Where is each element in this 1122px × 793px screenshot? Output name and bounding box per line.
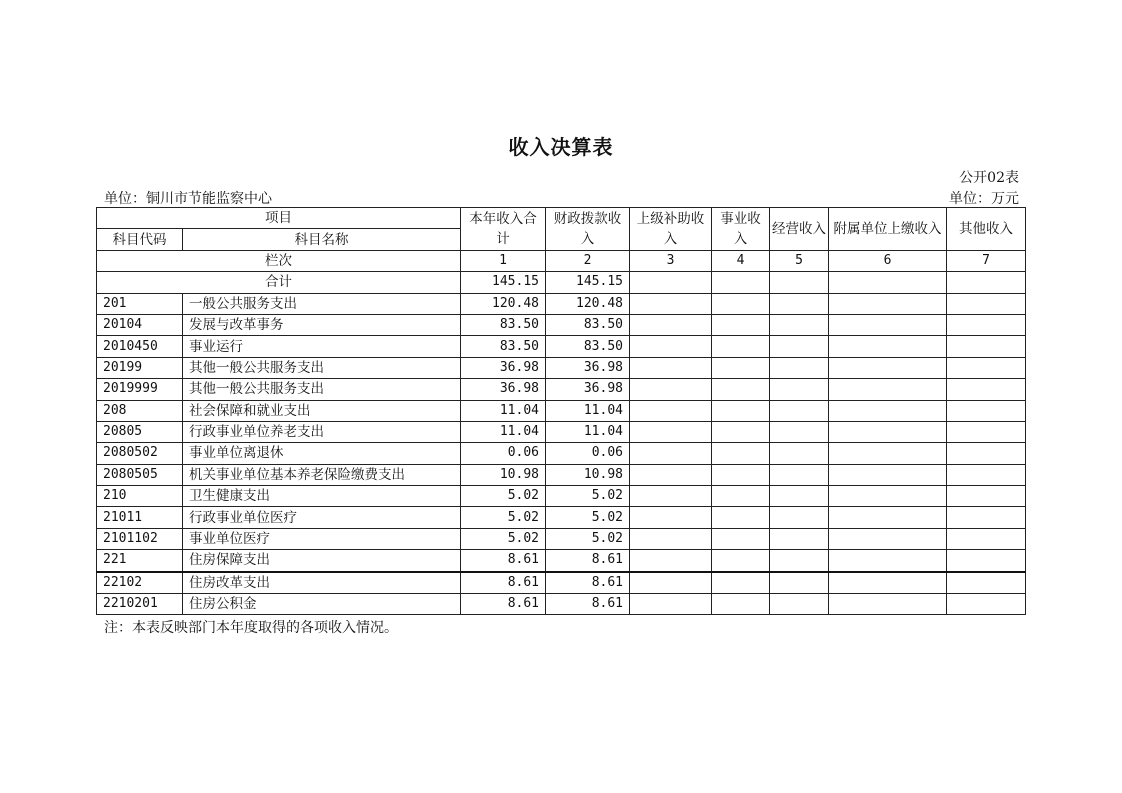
subject-code: 2101102 bbox=[97, 528, 183, 549]
empty-cell bbox=[770, 314, 829, 335]
empty-cell bbox=[947, 550, 1026, 572]
total-income-value: 5.02 bbox=[461, 486, 546, 507]
page-title: 收入决算表 bbox=[508, 135, 614, 159]
fiscal-value: 11.04 bbox=[546, 400, 630, 421]
empty-cell bbox=[630, 336, 712, 357]
empty-cell bbox=[712, 594, 770, 615]
empty-cell bbox=[770, 357, 829, 378]
total-income-value: 5.02 bbox=[461, 528, 546, 549]
subject-code: 20104 bbox=[97, 314, 183, 335]
empty-cell bbox=[829, 443, 947, 464]
empty-cell bbox=[829, 507, 947, 528]
subject-code: 2010450 bbox=[97, 336, 183, 357]
total-income-value: 120.48 bbox=[461, 293, 546, 314]
empty-cell bbox=[712, 528, 770, 549]
subject-code: 20199 bbox=[97, 357, 183, 378]
subject-code: 2080505 bbox=[97, 464, 183, 485]
total-income-value: 11.04 bbox=[461, 400, 546, 421]
total-income-value: 0.06 bbox=[461, 443, 546, 464]
empty-cell bbox=[770, 400, 829, 421]
total-income-value: 83.50 bbox=[461, 336, 546, 357]
income-table bbox=[96, 207, 1026, 615]
header-affiliated: 附属单位上缴收入 bbox=[829, 208, 947, 251]
header-fiscal: 财政拨款收入 bbox=[546, 208, 630, 251]
empty-cell bbox=[630, 464, 712, 485]
header-superior: 上级补助收入 bbox=[630, 208, 712, 251]
subject-name: 一般公共服务支出 bbox=[183, 293, 461, 314]
table-row bbox=[97, 400, 1026, 421]
table-row bbox=[97, 314, 1026, 335]
subject-code: 210 bbox=[97, 486, 183, 507]
empty-cell bbox=[829, 293, 947, 314]
subject-name: 事业单位离退休 bbox=[183, 443, 461, 464]
subject-code: 2019999 bbox=[97, 379, 183, 400]
column-index-row bbox=[97, 250, 1026, 271]
subject-code: 20805 bbox=[97, 421, 183, 442]
fiscal-value: 120.48 bbox=[546, 293, 630, 314]
column-index-6: 6 bbox=[829, 250, 947, 271]
empty-cell bbox=[770, 507, 829, 528]
empty-cell bbox=[947, 421, 1026, 442]
empty-cell bbox=[630, 272, 712, 293]
empty-cell bbox=[712, 400, 770, 421]
fiscal-value: 36.98 bbox=[546, 357, 630, 378]
empty-cell bbox=[712, 357, 770, 378]
subject-name: 住房改革支出 bbox=[183, 572, 461, 594]
empty-cell bbox=[630, 314, 712, 335]
empty-cell bbox=[712, 421, 770, 442]
table-row bbox=[97, 421, 1026, 442]
empty-cell bbox=[829, 357, 947, 378]
column-index-7: 7 bbox=[947, 250, 1026, 271]
empty-cell bbox=[712, 507, 770, 528]
total-income-value: 36.98 bbox=[461, 379, 546, 400]
empty-cell bbox=[947, 357, 1026, 378]
empty-cell bbox=[829, 421, 947, 442]
empty-cell bbox=[630, 293, 712, 314]
empty-cell bbox=[770, 486, 829, 507]
empty-cell bbox=[630, 400, 712, 421]
fiscal-value: 10.98 bbox=[546, 464, 630, 485]
empty-cell bbox=[712, 336, 770, 357]
empty-cell bbox=[829, 528, 947, 549]
empty-cell bbox=[712, 550, 770, 572]
empty-cell bbox=[947, 293, 1026, 314]
header-business: 事业收入 bbox=[712, 208, 770, 251]
subject-code: 2210201 bbox=[97, 594, 183, 615]
empty-cell bbox=[712, 572, 770, 594]
subject-code: 22102 bbox=[97, 572, 183, 594]
total-income-value: 8.61 bbox=[461, 594, 546, 615]
subject-code: 208 bbox=[97, 400, 183, 421]
empty-cell bbox=[770, 528, 829, 549]
header-total-income: 本年收入合计 bbox=[461, 208, 546, 251]
empty-cell bbox=[770, 550, 829, 572]
fiscal-value: 8.61 bbox=[546, 550, 630, 572]
subject-code: 201 bbox=[97, 293, 183, 314]
table-row bbox=[97, 572, 1026, 594]
empty-cell bbox=[770, 293, 829, 314]
total-income-value: 83.50 bbox=[461, 314, 546, 335]
subject-name: 行政事业单位养老支出 bbox=[183, 421, 461, 442]
empty-cell bbox=[630, 379, 712, 400]
column-index-3: 3 bbox=[630, 250, 712, 271]
currency-unit: 单位：万元 bbox=[949, 191, 1019, 207]
fiscal-value: 5.02 bbox=[546, 486, 630, 507]
empty-cell bbox=[630, 443, 712, 464]
column-index-4: 4 bbox=[712, 250, 770, 271]
header-name: 科目名称 bbox=[183, 229, 461, 250]
total-row bbox=[97, 272, 1026, 293]
total-income-value: 145.15 bbox=[461, 272, 546, 293]
total-label: 合计 bbox=[97, 272, 461, 293]
empty-cell bbox=[712, 443, 770, 464]
subject-name: 其他一般公共服务支出 bbox=[183, 357, 461, 378]
empty-cell bbox=[770, 464, 829, 485]
subject-name: 机关事业单位基本养老保险缴费支出 bbox=[183, 464, 461, 485]
empty-cell bbox=[630, 528, 712, 549]
empty-cell bbox=[829, 379, 947, 400]
total-income-value: 5.02 bbox=[461, 507, 546, 528]
fiscal-value: 5.02 bbox=[546, 507, 630, 528]
empty-cell bbox=[829, 550, 947, 572]
fiscal-value: 5.02 bbox=[546, 528, 630, 549]
column-index-1: 1 bbox=[461, 250, 546, 271]
empty-cell bbox=[829, 464, 947, 485]
fiscal-value: 0.06 bbox=[546, 443, 630, 464]
empty-cell bbox=[829, 594, 947, 615]
subject-name: 社会保障和就业支出 bbox=[183, 400, 461, 421]
table-row bbox=[97, 507, 1026, 528]
empty-cell bbox=[947, 336, 1026, 357]
subject-name: 住房公积金 bbox=[183, 594, 461, 615]
empty-cell bbox=[630, 486, 712, 507]
table-row bbox=[97, 293, 1026, 314]
empty-cell bbox=[770, 272, 829, 293]
empty-cell bbox=[947, 486, 1026, 507]
table-row bbox=[97, 464, 1026, 485]
fiscal-value: 36.98 bbox=[546, 379, 630, 400]
table-row bbox=[97, 379, 1026, 400]
table-row bbox=[97, 550, 1026, 572]
header-row-1 bbox=[97, 208, 1026, 229]
total-income-value: 11.04 bbox=[461, 421, 546, 442]
subject-name: 行政事业单位医疗 bbox=[183, 507, 461, 528]
subject-code: 221 bbox=[97, 550, 183, 572]
empty-cell bbox=[770, 421, 829, 442]
fiscal-value: 8.61 bbox=[546, 594, 630, 615]
total-income-value: 36.98 bbox=[461, 357, 546, 378]
subject-code: 2080502 bbox=[97, 443, 183, 464]
empty-cell bbox=[829, 314, 947, 335]
empty-cell bbox=[947, 443, 1026, 464]
column-index-label: 栏次 bbox=[97, 250, 461, 271]
subject-name: 发展与改革事务 bbox=[183, 314, 461, 335]
fiscal-value: 8.61 bbox=[546, 572, 630, 594]
empty-cell bbox=[829, 572, 947, 594]
table-row bbox=[97, 443, 1026, 464]
header-other: 其他收入 bbox=[947, 208, 1026, 251]
table-row bbox=[97, 486, 1026, 507]
column-index-5: 5 bbox=[770, 250, 829, 271]
subject-code: 21011 bbox=[97, 507, 183, 528]
total-income-value: 8.61 bbox=[461, 572, 546, 594]
empty-cell bbox=[947, 528, 1026, 549]
empty-cell bbox=[630, 357, 712, 378]
reporting-unit: 单位：铜川市节能监察中心 bbox=[104, 191, 272, 207]
header-operating: 经营收入 bbox=[770, 208, 829, 251]
empty-cell bbox=[770, 336, 829, 357]
empty-cell bbox=[947, 572, 1026, 594]
fiscal-value: 83.50 bbox=[546, 314, 630, 335]
empty-cell bbox=[947, 379, 1026, 400]
column-index-2: 2 bbox=[546, 250, 630, 271]
empty-cell bbox=[829, 336, 947, 357]
table-row bbox=[97, 594, 1026, 615]
total-fiscal-value: 145.15 bbox=[546, 272, 630, 293]
empty-cell bbox=[829, 400, 947, 421]
empty-cell bbox=[947, 507, 1026, 528]
empty-cell bbox=[712, 486, 770, 507]
empty-cell bbox=[712, 272, 770, 293]
empty-cell bbox=[770, 379, 829, 400]
empty-cell bbox=[947, 594, 1026, 615]
empty-cell bbox=[770, 443, 829, 464]
table-row bbox=[97, 357, 1026, 378]
empty-cell bbox=[630, 550, 712, 572]
subject-name: 事业运行 bbox=[183, 336, 461, 357]
header-code: 科目代码 bbox=[97, 229, 183, 250]
empty-cell bbox=[712, 314, 770, 335]
fiscal-value: 11.04 bbox=[546, 421, 630, 442]
empty-cell bbox=[770, 572, 829, 594]
empty-cell bbox=[630, 572, 712, 594]
empty-cell bbox=[630, 421, 712, 442]
table-row bbox=[97, 528, 1026, 549]
header-item: 项目 bbox=[97, 208, 461, 229]
subject-name: 住房保障支出 bbox=[183, 550, 461, 572]
empty-cell bbox=[947, 464, 1026, 485]
empty-cell bbox=[947, 400, 1026, 421]
empty-cell bbox=[770, 594, 829, 615]
total-income-value: 10.98 bbox=[461, 464, 546, 485]
empty-cell bbox=[630, 507, 712, 528]
empty-cell bbox=[630, 594, 712, 615]
empty-cell bbox=[712, 464, 770, 485]
empty-cell bbox=[947, 314, 1026, 335]
footnote: 注：本表反映部门本年度取得的各项收入情况。 bbox=[104, 620, 398, 636]
form-number: 公开02表 bbox=[959, 170, 1019, 186]
empty-cell bbox=[829, 486, 947, 507]
empty-cell bbox=[712, 379, 770, 400]
empty-cell bbox=[712, 293, 770, 314]
total-income-value: 8.61 bbox=[461, 550, 546, 572]
subject-name: 卫生健康支出 bbox=[183, 486, 461, 507]
fiscal-value: 83.50 bbox=[546, 336, 630, 357]
subject-name: 其他一般公共服务支出 bbox=[183, 379, 461, 400]
empty-cell bbox=[947, 272, 1026, 293]
table-row bbox=[97, 336, 1026, 357]
subject-name: 事业单位医疗 bbox=[183, 528, 461, 549]
empty-cell bbox=[829, 272, 947, 293]
